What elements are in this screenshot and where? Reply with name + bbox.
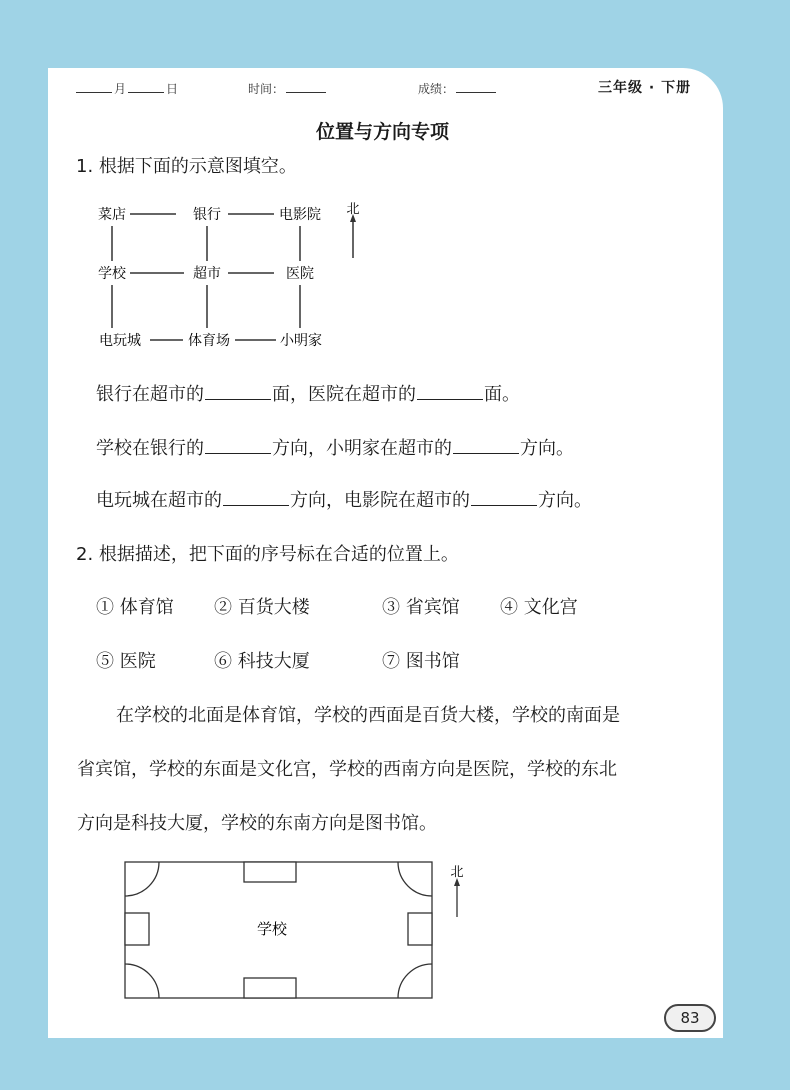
line-1-text-b: 面，医院在超市的 [272,384,416,405]
fill-line-1 [96,380,520,406]
slot-south[interactable] [244,978,296,998]
description-line-1: 在学校的北面是体育馆，学校的西面是百货大楼，学校的南面是 [116,705,620,726]
place-arcade: 电玩城 [99,333,141,349]
street-map-diagram [80,198,370,358]
line-3-text-c: 方向。 [538,490,592,511]
answer-blank-2[interactable] [417,383,483,400]
place-school: 学校 [98,266,126,282]
option-1: ① 体育馆 [96,597,174,618]
place-stadium: 体育场 [188,333,230,349]
option-3: ③ 省宾馆 [382,597,460,618]
option-4: ④ 文化宫 [500,597,578,618]
place-cinema: 电影院 [279,207,321,223]
school-layout-diagram [120,852,470,1006]
answer-blank-5[interactable] [223,489,289,506]
option-2: ② 百货大楼 [214,597,310,618]
month-label: 月 [114,82,127,96]
place-xiaoming-home: 小明家 [280,333,322,349]
day-label: 日 [166,82,179,96]
line-2-text-a: 学校在银行的 [96,438,204,459]
description-line-3: 方向是科技大厦，学校的东南方向是图书馆。 [77,813,437,834]
description-line-2: 省宾馆，学校的东面是文化宫，学校的西南方向是医院，学校的东北 [77,759,617,780]
slot-east[interactable] [408,913,432,945]
page-number: 83 [664,1004,716,1032]
answer-blank-1[interactable] [205,383,271,400]
score-field[interactable] [418,80,496,97]
slot-north[interactable] [244,862,296,882]
line-2-text-b: 方向，小明家在超市的 [272,438,452,459]
place-bank: 银行 [193,207,221,223]
score-label: 成绩： [418,82,455,96]
fill-line-2 [96,434,574,460]
line-3-text-b: 方向，电影院在超市的 [290,490,470,511]
question-2-heading: 2. 根据描述，把下面的序号标在合适的位置上。 [76,544,459,565]
option-6: ⑥ 科技大厦 [214,651,310,672]
school-label: 学校 [256,920,288,938]
place-hospital: 医院 [286,266,314,282]
map-north-label: 北 [346,202,360,217]
grade-label: 三年级 · 下册 [598,80,692,96]
fill-line-3 [96,486,592,512]
map-connector-lines [112,214,353,340]
answer-blank-4[interactable] [453,437,519,454]
place-supermarket: 超市 [193,266,221,282]
place-vegetable-shop: 菜店 [98,207,126,223]
answer-blank-3[interactable] [205,437,271,454]
line-1-text-a: 银行在超市的 [96,384,204,405]
time-label: 时间： [248,82,285,96]
option-5: ⑤ 医院 [96,651,156,672]
line-2-text-c: 方向。 [520,438,574,459]
diagram-north-label: 北 [450,865,464,880]
question-1-heading: 1. 根据下面的示意图填空。 [76,156,297,177]
option-7: ⑦ 图书馆 [382,651,460,672]
time-field[interactable] [248,80,326,97]
line-1-text-c: 面。 [484,384,520,405]
line-3-text-a: 电玩城在超市的 [96,490,222,511]
date-field[interactable] [74,80,178,97]
answer-blank-6[interactable] [471,489,537,506]
slot-west[interactable] [125,913,149,945]
page-title: 位置与方向专项 [316,121,450,143]
